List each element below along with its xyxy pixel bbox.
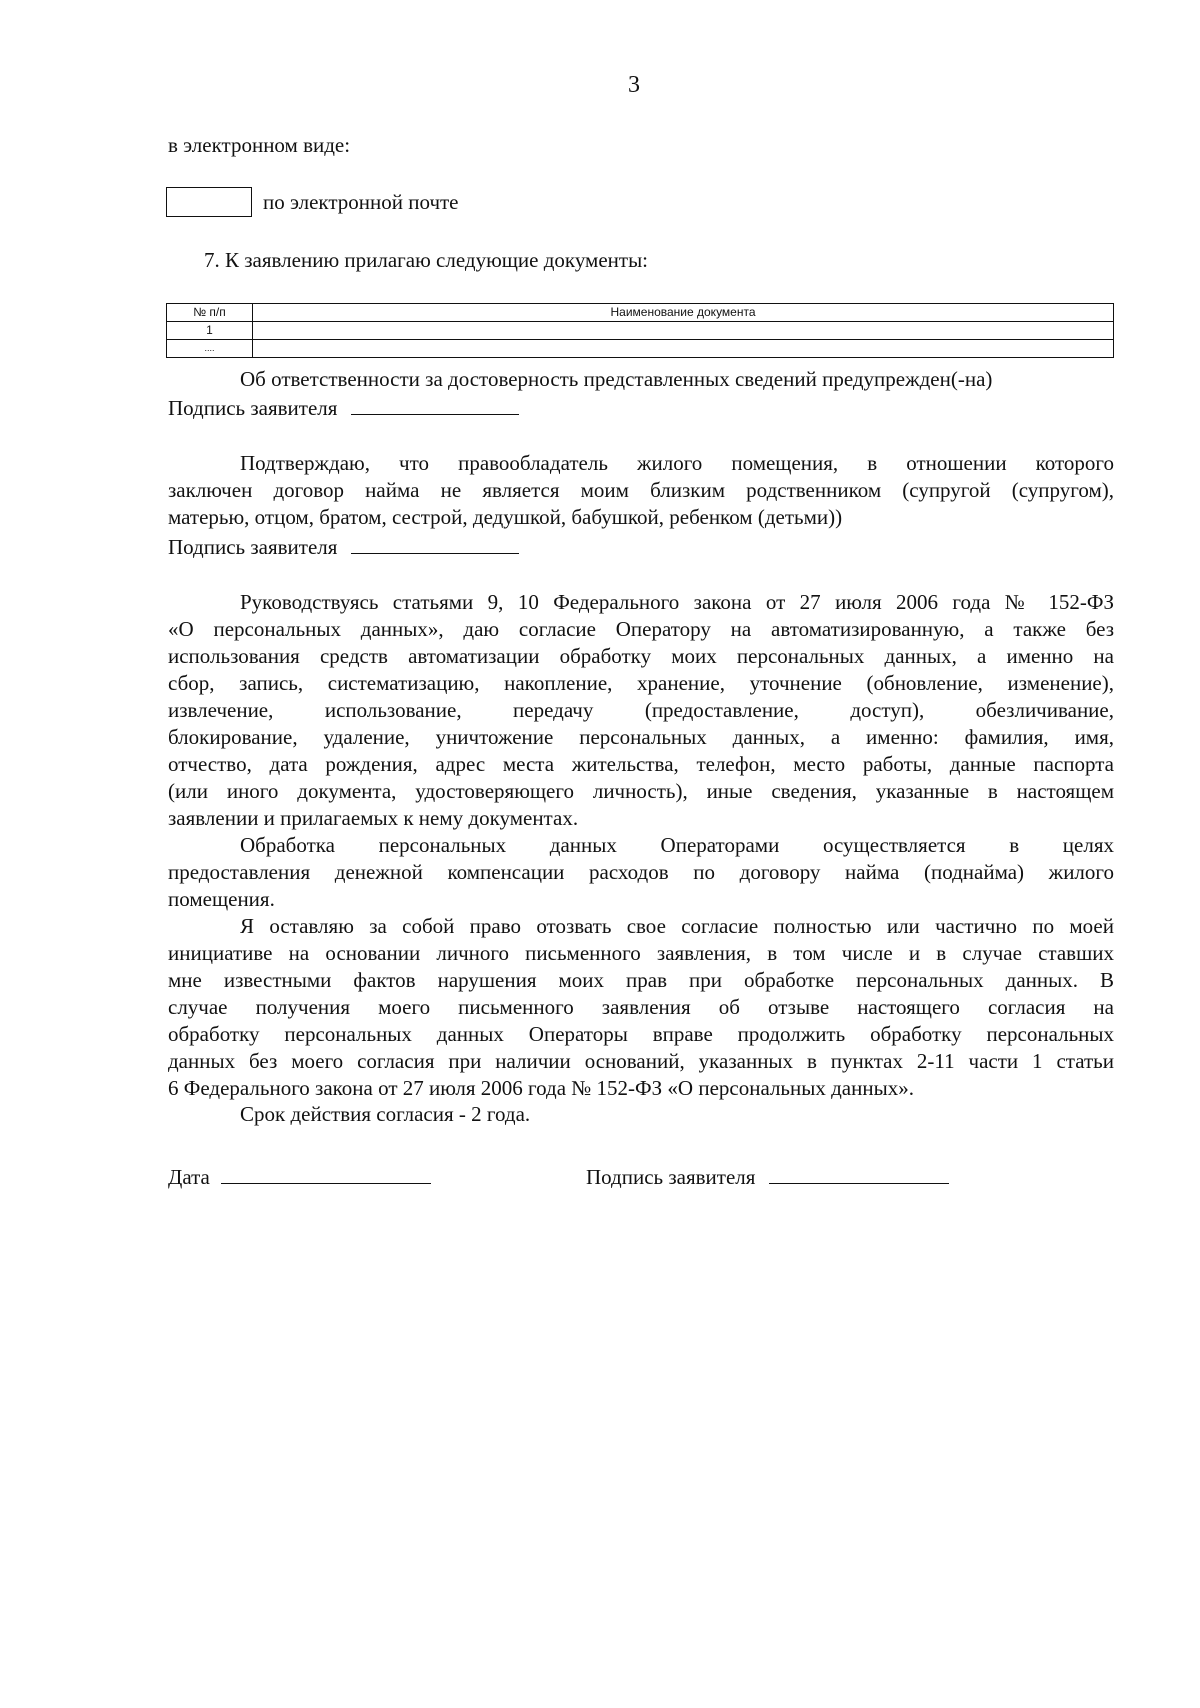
consent-term: Срок действия согласия - 2 года. — [240, 1102, 531, 1126]
date-label: Дата — [168, 1165, 210, 1189]
responsibility-signature — [168, 396, 519, 421]
consent-line: отчество, дата рождения, адрес места жительства, телефон, место работы, данные паспорта — [168, 752, 1114, 776]
signature-line[interactable] — [769, 1183, 949, 1184]
consent-line: «О персональных данных», даю согласие Оператору на автоматизированную, а также без — [168, 617, 1114, 641]
confirmation-line: Подтверждаю, что правообладатель жилого помещения, в отношении которого — [240, 451, 1114, 475]
consent-line: предоставления денежной компенсации расходов по договору найма (поднайма) жилого — [168, 860, 1114, 884]
confirmation-signature — [168, 535, 519, 560]
consent-line: помещения. — [168, 887, 275, 911]
table-header-document: Наименование документа — [253, 304, 1114, 322]
attachments-heading: 7. К заявлению прилагаю следующие документы: — [204, 248, 649, 272]
consent-paragraph-3 — [168, 913, 1114, 1102]
consent-line: данных без моего согласия при наличии оснований, указанных в пунктах 2-11 части 1 статьи — [168, 1049, 1114, 1073]
table-header-number: № п/п — [167, 304, 253, 322]
email-option-label: по электронной почте — [263, 190, 459, 214]
electronic-label: в электронном виде: — [168, 133, 351, 157]
consent-line: сбор, запись, систематизацию, накопление, хранение, уточнение (обновление, изменение), — [168, 671, 1114, 695]
consent-line: обработку персональных данных Операторы вправе продолжить обработку персональных — [168, 1022, 1114, 1046]
consent-line: случае получения моего письменного заявления об отзыве настоящего согласия на — [168, 995, 1114, 1019]
consent-line: блокирование, удаление, уничтожение персональных данных, а именно: фамилия, имя, — [168, 725, 1114, 749]
consent-paragraph-2 — [168, 832, 1114, 913]
confirmation-paragraph — [168, 450, 1114, 531]
consent-line: извлечение, использование, передачу (предоставление, доступ), обезличивание, — [168, 698, 1114, 722]
signature-line[interactable] — [351, 414, 519, 415]
signature-label: Подпись заявителя — [168, 396, 338, 420]
date-line[interactable] — [221, 1183, 431, 1184]
consent-line: использования средств автоматизации обработку моих персональных данных, а именно на — [168, 644, 1114, 668]
footer-signature — [586, 1165, 949, 1190]
consent-paragraph-1 — [168, 589, 1114, 832]
consent-line: Я оставляю за собой право отозвать свое согласие полностью или частично по моей — [240, 914, 1114, 938]
confirmation-line: матерью, отцом, братом, сестрой, дедушкой, бабушкой, ребенком (детьми)) — [168, 505, 843, 529]
page-number: 3 — [628, 72, 640, 98]
table-cell-number: 1 — [167, 322, 253, 340]
consent-line: инициативе на основании личного письменного заявления, в том числе и в случае ставших — [168, 941, 1114, 965]
table-cell-document[interactable] — [253, 322, 1114, 340]
table-row — [167, 340, 1114, 358]
table-header-row — [167, 304, 1114, 322]
responsibility-text: Об ответственности за достоверность представленных сведений предупрежден(-на) — [240, 367, 993, 391]
attachments-table — [166, 303, 1114, 358]
table-cell-document[interactable] — [253, 340, 1114, 358]
table-cell-number: .... — [167, 340, 253, 358]
confirmation-line: заключен договор найма не является моим близким родственником (супругой (супругом), — [168, 478, 1114, 502]
signature-label: Подпись заявителя — [586, 1165, 756, 1189]
signature-line[interactable] — [351, 553, 519, 554]
signature-label: Подпись заявителя — [168, 535, 338, 559]
consent-line: 6 Федерального закона от 27 июля 2006 года № 152-ФЗ «О персональных данных». — [168, 1076, 914, 1100]
date-field — [168, 1165, 431, 1190]
email-checkbox[interactable] — [166, 187, 252, 217]
table-row — [167, 322, 1114, 340]
consent-line: мне известными фактов нарушения моих прав при обработке персональных данных. В — [168, 968, 1114, 992]
consent-line: Обработка персональных данных Операторами осуществляется в целях — [240, 833, 1114, 857]
consent-line: Руководствуясь статьями 9, 10 Федерального закона от 27 июля 2006 года № 152-ФЗ — [240, 590, 1114, 614]
consent-line: заявлении и прилагаемых к нему документах. — [168, 806, 579, 830]
consent-line: (или иного документа, удостоверяющего личность), иные сведения, указанные в настоящем — [168, 779, 1114, 803]
